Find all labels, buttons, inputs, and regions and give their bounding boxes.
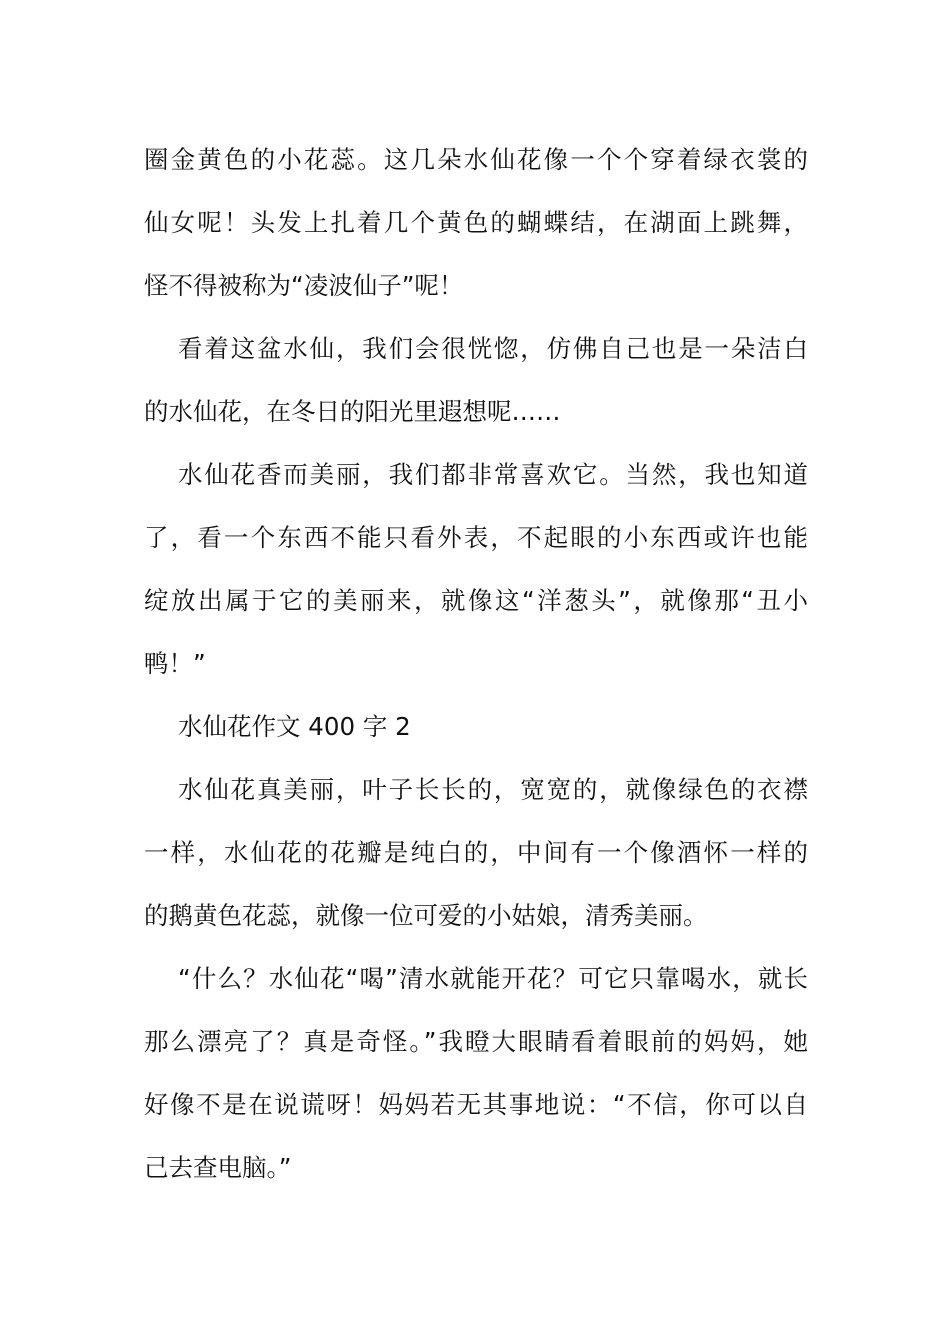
text-line: “什么？水仙花“喝”清水就能开花？可它只靠喝水，就长 (178, 964, 808, 993)
paragraph-5 (144, 758, 808, 947)
text-line: 的鹅黄色花蕊，就像一位可爱的小姑娘，清秀美丽。 (144, 901, 708, 930)
text-line: 好像不是在说谎呀！妈妈若无其事地说：“不信，你可以自 (144, 1090, 808, 1119)
text-line: 仙女呢！头发上扎着几个黄色的蝴蝶结，在湖面上跳舞， (144, 208, 808, 237)
paragraph-3 (144, 443, 808, 695)
document-body (144, 128, 808, 1199)
text-line: 的水仙花，在冬日的阳光里遐想呢…… (144, 397, 561, 426)
paragraph-2 (144, 317, 808, 443)
text-line: 一样，水仙花的花瓣是纯白的，中间有一个像酒怀一样的 (144, 838, 808, 867)
text-line: 水仙花真美丽，叶子长长的，宽宽的，就像绿色的衣襟 (178, 775, 808, 804)
text-line: 鸭！” (144, 649, 206, 678)
text-line: 了，看一个东西不能只看外表，不起眼的小东西或许也能 (144, 523, 808, 552)
section-heading-text: 水仙花作文 400 字 2 (178, 712, 411, 741)
text-line: 看着这盆水仙，我们会很恍惚，仿佛自己也是一朵洁白 (178, 334, 808, 363)
text-line: 己去查电脑。” (144, 1153, 292, 1182)
text-line: 水仙花香而美丽，我们都非常喜欢它。当然，我也知道 (178, 460, 808, 489)
text-line: 怪不得被称为“凌波仙子”呢！ (144, 271, 464, 300)
text-line: 绽放出属于它的美丽来，就像这“洋葱头”，就像那“丑小 (144, 586, 808, 615)
paragraph-1 (144, 128, 808, 317)
section-heading (144, 695, 808, 758)
text-line: 那么漂亮了？真是奇怪。”我瞪大眼睛看着眼前的妈妈，她 (144, 1027, 808, 1056)
text-line: 圈金黄色的小花蕊。这几朵水仙花像一个个穿着绿衣裳的 (144, 145, 808, 174)
paragraph-6 (144, 947, 808, 1199)
